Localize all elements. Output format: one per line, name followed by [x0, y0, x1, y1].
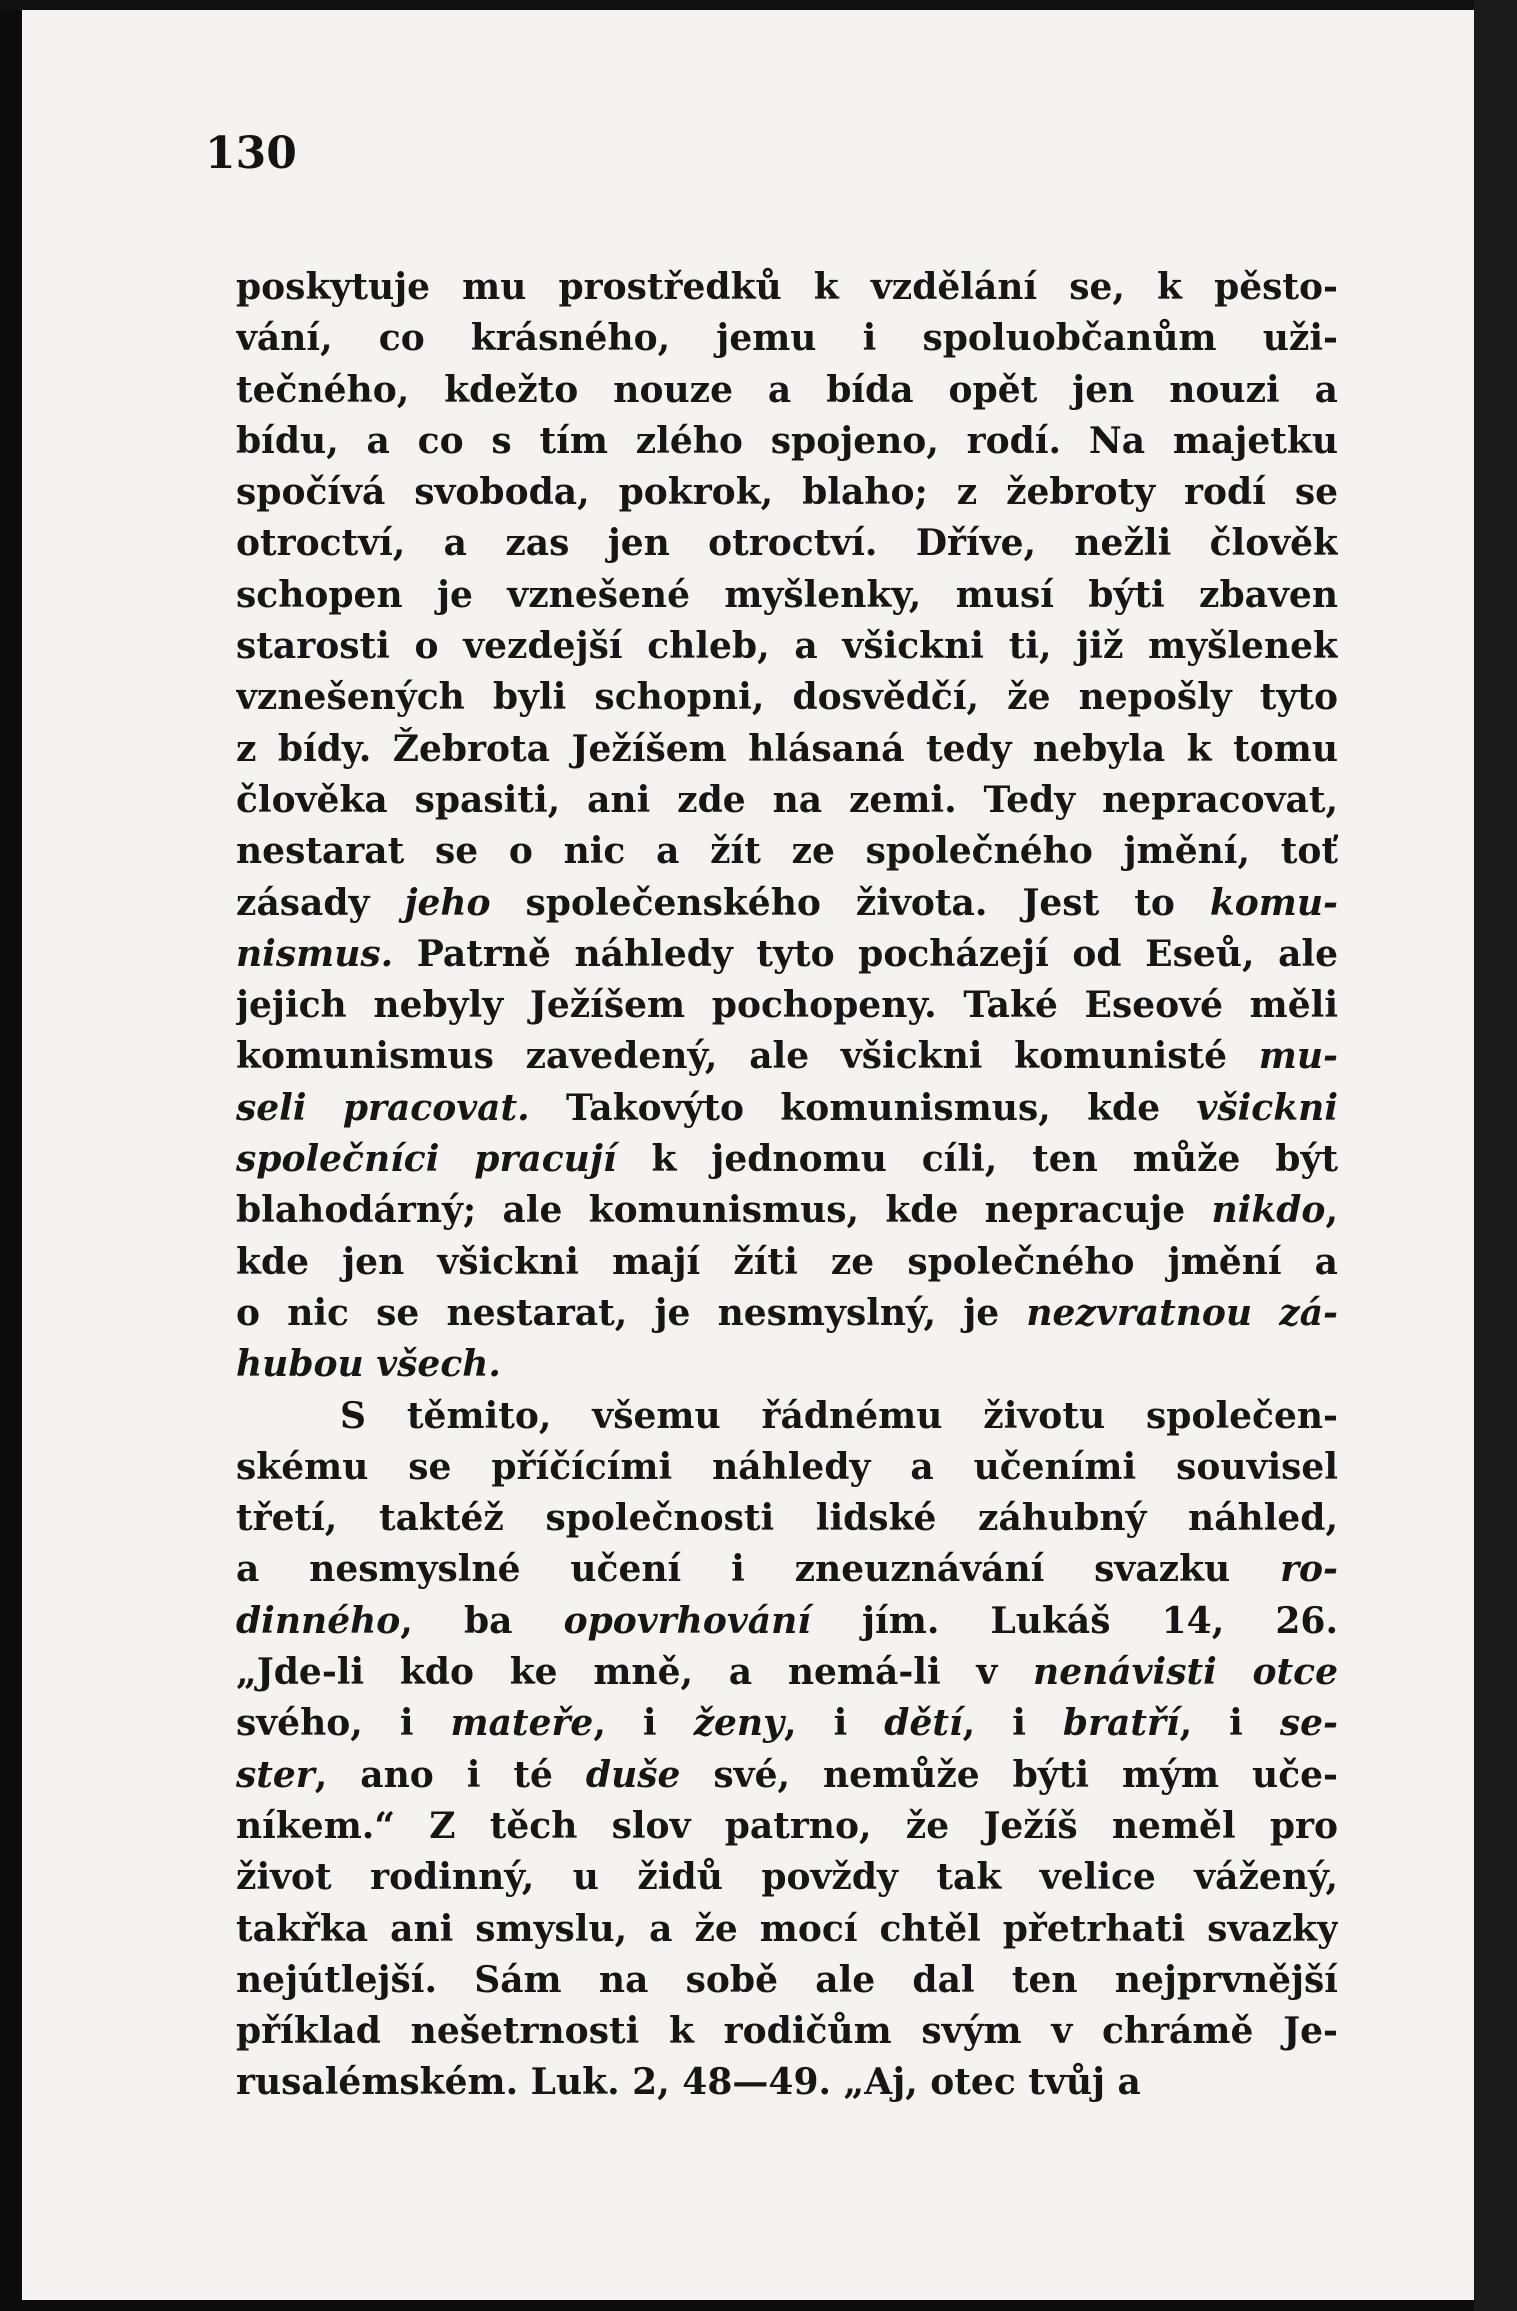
- text-run: poskytuje mu prostředků k vzdělání se, k pěsto-: [236, 266, 1338, 308]
- text-line: [236, 775, 1338, 826]
- text-run: S těmito, všemu řádnému životu společen-: [340, 1394, 1338, 1437]
- text-run: zásady: [236, 881, 405, 924]
- italic-text: duše: [585, 1753, 681, 1796]
- italic-text: bratří: [1062, 1702, 1180, 1745]
- italic-text: hubou všech.: [236, 1343, 501, 1386]
- text-line: [236, 1185, 1338, 1236]
- italic-text: se-: [1279, 1702, 1338, 1745]
- text-line: [236, 1852, 1338, 1903]
- text-run: otroctví, a zas jen otroctví. Dříve, nežli člověk: [236, 522, 1338, 565]
- italic-text: nezvratnou zá-: [1026, 1291, 1338, 1334]
- italic-text: mu-: [1258, 1035, 1338, 1078]
- text-run: , ano i té: [314, 1753, 586, 1796]
- text-run: , i: [784, 1702, 885, 1745]
- text-line: [236, 1288, 1338, 1339]
- text-run: , i: [593, 1702, 694, 1745]
- text-run: , i: [962, 1702, 1063, 1745]
- text-run: o nic se nestarat, je nesmyslný, je: [236, 1291, 1027, 1334]
- text-run: bídu, a co s tím zlého spojeno, rodí. Na majetku: [236, 419, 1338, 462]
- text-run: člověka spasiti, ani zde na zemi. Tedy nepracovat,: [236, 778, 1338, 821]
- text-line: [236, 1904, 1338, 1955]
- text-run: nestarat se o nic a žít ze společného jmění, toť: [236, 830, 1338, 873]
- text-line: [236, 570, 1338, 621]
- text-run: skému se příčícími náhledy a učeními souvisel: [236, 1445, 1338, 1488]
- text-line: [236, 1750, 1338, 1801]
- text-line: [236, 1442, 1338, 1493]
- text-run: z bídy. Žebrota Ježíšem hlásaná tedy nebyla k tomu: [236, 727, 1338, 770]
- page-number: 130: [205, 128, 297, 179]
- italic-text: společníci pracují: [236, 1138, 617, 1181]
- text-run: vznešených byli schopni, dosvědčí, že nepošly tyto: [236, 676, 1338, 719]
- italic-text: jeho: [404, 881, 491, 924]
- text-run: jím. Lukáš 14, 26.: [810, 1599, 1338, 1642]
- scan-right-edge: [1474, 0, 1517, 2311]
- text-line: [236, 518, 1338, 569]
- text-line: [236, 878, 1338, 929]
- text-line: [236, 313, 1338, 364]
- italic-text: všickni: [1196, 1086, 1338, 1129]
- italic-text: dětí: [884, 1702, 963, 1745]
- text-run: společenského života. Jest to: [490, 881, 1210, 924]
- text-run: jejich nebyly Ježíšem pochopeny. Také Eseové měli: [236, 984, 1338, 1027]
- italic-text: ster: [236, 1753, 315, 1796]
- text-run: komunismus zavedený, ale všickni komunisté: [236, 1035, 1259, 1078]
- text-line: [236, 1493, 1338, 1544]
- text-run: nejútlejší. Sám na sobě ale dal ten nejprvnější: [236, 1958, 1338, 2001]
- text-run: své, nemůže býti mým uče-: [680, 1753, 1338, 1796]
- body-text: [236, 262, 1338, 2109]
- italic-text: mateře: [450, 1702, 594, 1745]
- text-run: blahodárný; ale komunismus, kde nepracuje: [236, 1189, 1212, 1232]
- text-line: [236, 980, 1338, 1031]
- text-line: [236, 1596, 1338, 1647]
- text-run: starosti o vezdejší chleb, a všickni ti, již myšlenek: [236, 625, 1338, 668]
- text-line: [236, 1955, 1338, 2006]
- text-line: [236, 1647, 1338, 1698]
- text-line: [236, 1031, 1338, 1082]
- text-run: třetí, taktéž společnosti lidské záhubný náhled,: [236, 1497, 1338, 1540]
- italic-text: ženy: [693, 1702, 785, 1745]
- italic-text: komu-: [1209, 881, 1338, 924]
- text-run: příklad nešetrnosti k rodičům svým v chrámě Je-: [236, 2010, 1338, 2053]
- text-line: [236, 1339, 1338, 1390]
- text-run: spočívá svoboda, pokrok, blaho; z žebroty rodí se: [236, 471, 1338, 514]
- text-line: [236, 365, 1338, 416]
- text-line: [236, 467, 1338, 518]
- text-run: ,: [1325, 1189, 1338, 1232]
- text-line: [236, 1083, 1338, 1134]
- text-run: kde jen všickni mají žíti ze společného jmění a: [236, 1240, 1338, 1283]
- italic-text: nenávisti otce: [1033, 1651, 1338, 1694]
- italic-text: opovrhování: [563, 1599, 811, 1642]
- text-run: k jednomu cíli, ten může být: [616, 1138, 1338, 1181]
- text-run: svého, i: [236, 1702, 451, 1745]
- text-run: Takovýto komunismus, kde: [529, 1086, 1197, 1129]
- text-line: [236, 621, 1338, 672]
- text-run: Patrně náhledy tyto pocházejí od Eseů, ale: [393, 932, 1338, 975]
- text-run: a nesmyslné učení i zneuznávání svazku: [236, 1548, 1281, 1591]
- text-line: [236, 724, 1338, 775]
- text-line: [236, 1698, 1338, 1749]
- scan-top-edge: [0, 0, 1517, 10]
- text-line: [236, 416, 1338, 467]
- text-run: takřka ani smyslu, a že mocí chtěl přetrhati svazky: [236, 1907, 1338, 1950]
- text-run: vání, co krásného, jemu i spoluobčanům uži-: [236, 317, 1338, 360]
- text-run: schopen je vznešené myšlenky, musí býti zbaven: [236, 573, 1338, 616]
- text-run: , ba: [400, 1599, 564, 1642]
- italic-text: seli pracovat.: [236, 1086, 530, 1129]
- text-line: [236, 1391, 1338, 1442]
- text-line: [236, 826, 1338, 877]
- text-line: [236, 1237, 1338, 1288]
- text-run: život rodinný, u židů povždy tak velice vážený,: [236, 1856, 1338, 1899]
- text-line: [236, 929, 1338, 980]
- text-run: níkem.“ Z těch slov patrno, že Ježíš neměl pro: [236, 1804, 1338, 1847]
- text-line: [236, 2006, 1338, 2057]
- text-line: [236, 1544, 1338, 1595]
- text-run: „Jde-li kdo ke mně, a nemá-li v: [236, 1651, 1034, 1694]
- text-line: [236, 672, 1338, 723]
- italic-text: ro-: [1280, 1548, 1338, 1591]
- text-run: rusalémském. Luk. 2, 48—49. „Aj, otec tvůj a: [236, 2061, 1141, 2104]
- italic-text: nikdo: [1211, 1189, 1326, 1232]
- text-line: [236, 2057, 1338, 2108]
- text-line: [236, 262, 1338, 313]
- text-run: tečného, kdežto nouze a bída opět jen nouzi a: [236, 368, 1338, 411]
- text-line: [236, 1801, 1338, 1852]
- text-line: [236, 1134, 1338, 1185]
- italic-text: dinného: [236, 1599, 401, 1642]
- text-run: , i: [1179, 1702, 1280, 1745]
- italic-text: nismus.: [236, 932, 394, 975]
